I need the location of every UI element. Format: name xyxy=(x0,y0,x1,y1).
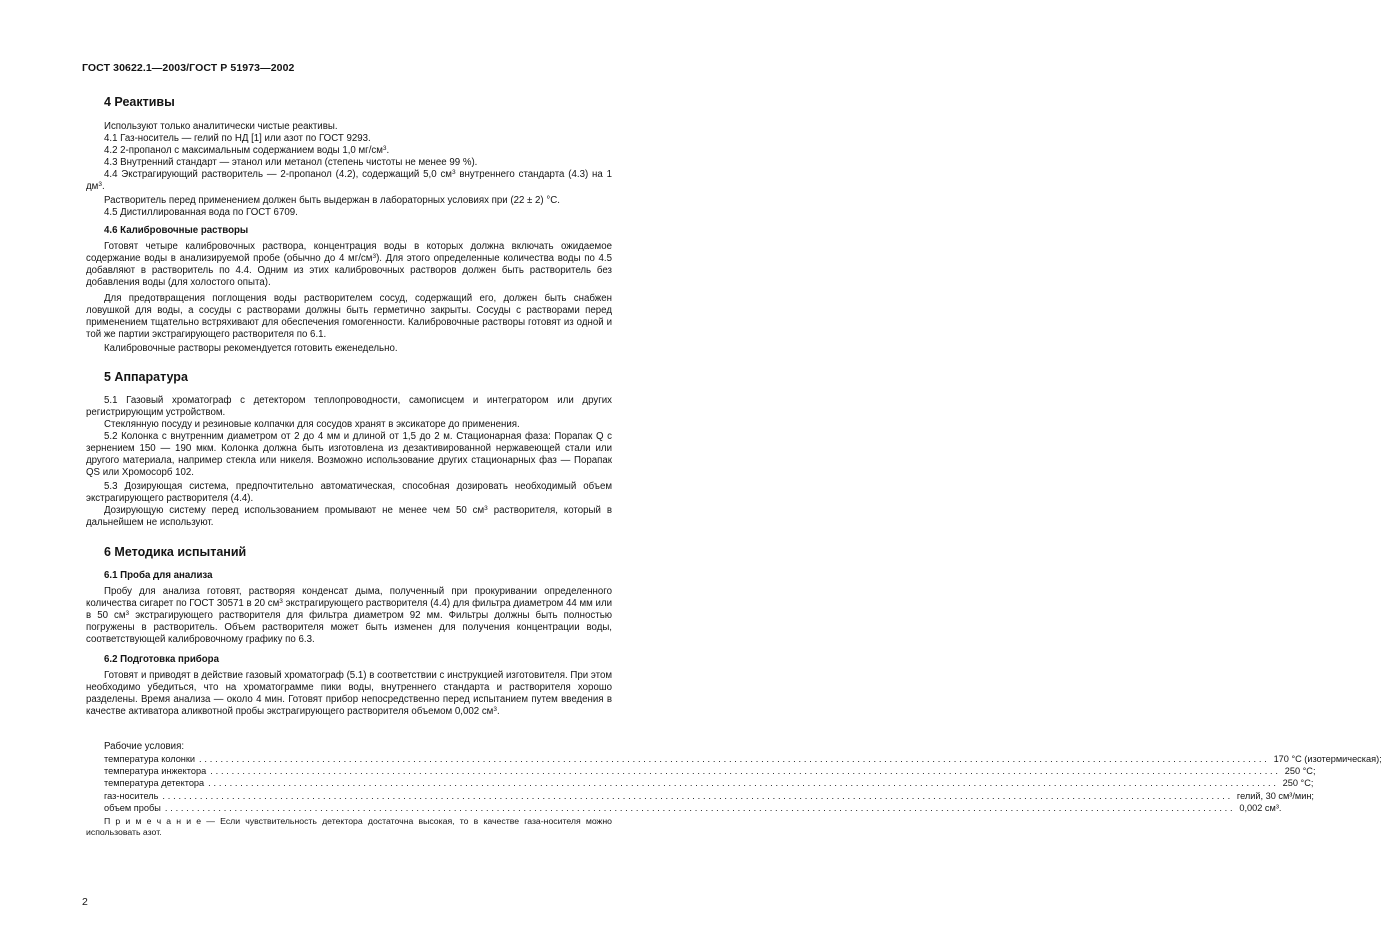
section-5-title: 5 Аппаратура xyxy=(104,370,188,384)
sample-preparation: Пробу для анализа готовят, растворяя конденсат дыма, полученный при прокуривании определенного количества сигарет по ГОСТ 30571 в 20 $см^3$ экстрагирующего растворителя (4.4) для фильтра диаметром 44 мм или в 50 $см^3$ экстрагирующего растворителя для фильтра диаметром 92 мм. Фильтры должны быть полностью погружены в растворитель. Объем растворителя может быть изменен для получения концентрации воды, соответствующей калибровочному графику по 6.3. xyxy=(86,586,613,645)
item-4-1: 4.1 Газ-носитель — гелий по НД [1] или азот по ГОСТ 9293. xyxy=(104,133,371,144)
item-5-1: 5.1 Газовый хроматограф с детектором теплопроводности, самописцем и интегратором или других регистрирующим устройством. xyxy=(86,395,612,418)
reagents-intro: Используют только аналитически чистые реактивы. xyxy=(104,121,338,132)
operating-conditions xyxy=(104,753,1382,814)
leader-dots: ........................................................................................................................................................................................................ xyxy=(162,790,1233,801)
conditions-title: Рабочие условия: xyxy=(104,741,185,752)
leader-dots: ........................................................................................................................................................................................................ xyxy=(199,754,1270,764)
item-4-2: 4.2 2-пропанол с максимальным содержанием воды 1,0 $мг/см^3$. xyxy=(104,145,390,156)
note: П р и м е ч а н и е — Если чувствительность детектора достаточна высокая, то в качестве газа-носителя можно использовать азот. xyxy=(86,816,612,837)
dosing-flush: Дозирующую систему перед использованием промывают не менее чем 50 $см^3$ растворителя, который в дальнейшем не используют. xyxy=(86,505,612,528)
leader-dots: ........................................................................................................................................................................................................ xyxy=(164,802,1236,813)
leader-dots: ........................................................................................................................................................................................................ xyxy=(210,766,1281,777)
condition-row: газ-носитель ........................................................................................................................................................................................................ гелий, 30 см³/мин; xyxy=(104,790,1314,801)
subsection-6-2-title: 6.2 Подготовка прибора xyxy=(104,654,219,665)
page-number: 2 xyxy=(82,896,88,908)
calibration-para-3: Калибровочные растворы рекомендуется готовить еженедельно. xyxy=(104,343,398,354)
item-4-3: 4.3 Внутренний стандарт — этанол или метанол (степень чистоты не менее 99 %). xyxy=(104,157,478,168)
section-4-title: 4 Реактивы xyxy=(104,95,175,109)
subsection-4-6-title: 4.6 Калибровочные растворы xyxy=(104,225,249,236)
section-6-title: 6 Методика испытаний xyxy=(104,545,247,559)
calibration-para-2: Для предотвращения поглощения воды растворителем сосуд, содержащий его, должен быть снабжен ловушкой для воды, а сосуды с растворами должны быть герметично закрыты. Сосуды с растворами перед применением тщательно встряхивают для обеспечения гомогенности. Калибровочные растворы готовят из одной и той же партии экстрагирующего растворителя по 6.1. xyxy=(86,293,612,340)
item-4-4: 4.4 Экстрагирующий растворитель — 2-пропанол (4.2), содержащий 5,0 $см^3$ внутреннего стандарта (4.3) на 1 $дм^3$. xyxy=(86,169,612,192)
condition-row: температура инжектора ........................................................................................................................................................................................................ 250 °С; xyxy=(104,766,1316,777)
item-5-3: 5.3 Дозирующая система, предпочтительно автоматическая, способная дозировать необходимый объем экстрагирующего растворителя (4.4). xyxy=(86,481,612,504)
leader-dots: ........................................................................................................................................................................................................ xyxy=(208,778,1279,789)
condition-row: объем пробы ........................................................................................................................................................................................................ 0,002 см³. xyxy=(104,802,1282,813)
condition-row: температура колонки ........................................................................................................................................................................................................ 170 °С (изотермическая); xyxy=(104,754,1382,764)
instrument-preparation: Готовят и приводят в действие газовый хроматограф (5.1) в соответствии с инструкцией изготовителя. При этом необходимо убедиться, что на хроматограмме пики воды, внутреннего стандарта и растворителя хорошо разделены. Время анализа — около 4 мин. Готовят прибор непосредственно перед испытанием путем введения в качестве активатора аликвотной пробы экстрагирующего растворителя объемом 0,002 $см^3$. xyxy=(86,670,612,717)
calibration-para-1: Готовят четыре калибровочных раствора, концентрация воды в которых должна включать ожидаемое содержание воды в анализируемой пробе (обычно до 4 $мг/см^3$). Для этого определенные количества воды по 4.5 добавляют в растворитель по 4.4. Одним из этих калибровочных растворов должен быть растворитель без добавления воды (для холостого опыта). xyxy=(86,241,613,288)
item-4-5: 4.5 Дистиллированная вода по ГОСТ 6709. xyxy=(104,207,298,218)
solvent-conditioning: Растворитель перед применением должен быть выдержан в лабораторных условиях при (22 ± 2) °С. xyxy=(104,195,560,206)
condition-row: температура детектора ........................................................................................................................................................................................................ 250 °С; xyxy=(104,778,1314,789)
document-header: ГОСТ 30622.1—2003/ГОСТ Р 51973—2002 xyxy=(82,62,295,74)
item-5-2: 5.2 Колонка с внутренним диаметром от 2 до 4 мм и длиной от 1,5 до 2 м. Стационарная фаза: Порапак Q с зернением 150 — 190 мкм. Колонка должна быть изготовлена из дезактивированной нержавеющей стали или другого материала, например стекла или никеля. Возможно использование других стационарных фаз — Порапак QS или Хромосорб 102. xyxy=(86,431,612,478)
subsection-6-1-title: 6.1 Проба для анализа xyxy=(104,570,213,581)
glassware-storage: Стеклянную посуду и резиновые колпачки для сосудов хранят в эксикаторе до применения. xyxy=(104,419,520,430)
